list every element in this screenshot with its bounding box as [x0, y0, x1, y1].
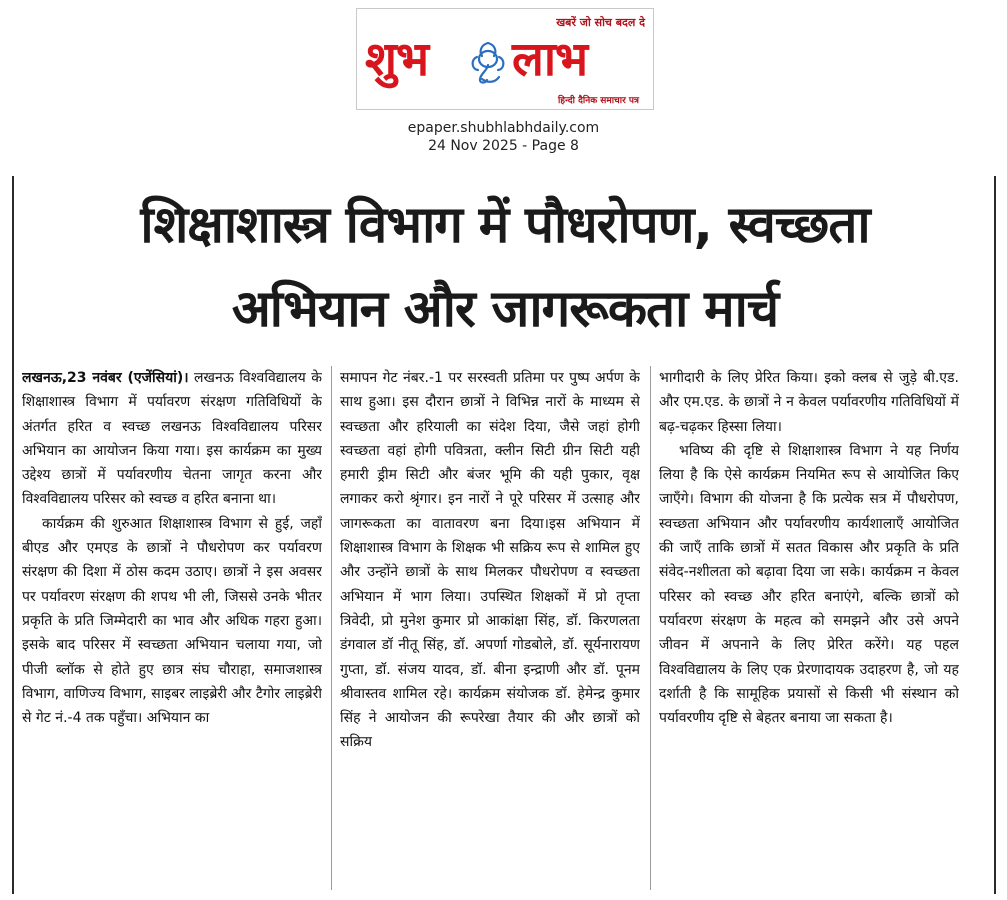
column-divider: [650, 366, 651, 890]
article-column-2: [340, 366, 640, 894]
paragraph-text: लखनऊ विश्वविद्यालय के शिक्षाशास्त्र विभाग में पर्यावरण संरक्षण गतिविधियों के अंतर्गत हरित व स्वच्छ लखनऊ विश्वविद्यालय परिसर अभियान का आयोजन किया गया। इस कार्यक्रम का मुख्य उद्देश्य छात्रों में पर्यावरणीय चेतना जागृत करना और विश्वविद्यालय परिसर को स्वच्छ व हरित बनाना था।: [22, 370, 322, 508]
article-paragraph: भागीदारी के लिए प्रेरित किया। इको क्लब से जुड़े बी.एड. और एम.एड. के छात्रों ने न केवल पर्यावरणीय गतिविधियों में बढ़-चढ़कर हिस्सा लिया।: [659, 370, 959, 435]
epaper-url: epaper.shubhlabhdaily.com: [407, 120, 600, 136]
headline-line-2: अभियान और जागरूकता मार्च: [231, 280, 779, 339]
issue-date-page: 24 Nov 2025 - Page 8: [428, 138, 579, 154]
logo-text-labh: लाभ: [512, 32, 588, 87]
ganesha-logo-icon: [467, 39, 509, 85]
epaper-source: [0, 119, 1007, 155]
masthead-tagline: खबरें जो सोच बदल दे: [556, 16, 645, 29]
article-paragraph: कार्यक्रम की शुरुआत शिक्षाशास्त्र विभाग से हुई, जहाँ बीएड और एमएड के छात्रों ने पौधरोपण कर पर्यावरण संरक्षण की दिशा में ठोस कदम उठाए। छात्रों ने इस अवसर पर पर्यावरण संरक्षण की शपथ भी ली, जिससे उनके भीतर प्रकृति के प्रति जिम्मेदारी का भाव और अधिक गहरा हुआ। इसके बाद परिसर में स्वच्छता अभियान चलाया गया, जो पीजी ब्लॉक से होते हुए छात्र संघ चौराहा, समाजशास्त्र विभाग, वाणिज्य विभाग, साइबर लाइब्रेरी और टैगोर लाइब्रेरी से गेट नं.-4 तक पहुँचा। अभियान का: [22, 515, 322, 727]
article-column-3: [659, 366, 959, 894]
newspaper-masthead: [356, 8, 654, 110]
article-column-1: [22, 366, 322, 894]
dateline: लखनऊ,23 नवंबर (एजेंसियां)।: [22, 370, 189, 386]
logo-text-shubh: शुभ: [365, 32, 429, 87]
article-paragraph: भविष्य की दृष्टि से शिक्षाशास्त्र विभाग ने यह निर्णय लिया है कि ऐसे कार्यक्रम नियमित रूप से आयोजित किए जाएँगे। विभाग की योजना है कि प्रत्येक सत्र में पौधरोपण, स्वच्छता अभियान और पर्यावरणीय कार्यशालाएँ आयोजित की जाएँ ताकि छात्रों में सतत विकास और प्रकृति के प्रति संवेद-नशीलता को बढ़ावा दिया जा सके। कार्यक्रम न केवल परिसर को स्वच्छ और हरित बनाएंगे, बल्कि छात्रों को पर्यावरण संरक्षण के महत्व को समझने और उसे अपने जीवन में अपनाने के लिए प्रेरित करेंगे। यह पहल विश्वविद्यालय के लिए एक प्रेरणादायक उदाहरण है, जो यह दर्शाती है कि सामूहिक प्रयासों से किसी भी संस्थान को पर्यावरणीय दृष्टि से बेहतर बनाया जा सकता है।: [659, 442, 959, 727]
article-headline: [22, 184, 988, 352]
headline-line-1: शिक्षाशास्त्र विभाग में पौधरोपण, स्वच्छता: [140, 196, 870, 255]
masthead-subtitle: हिन्दी दैनिक समाचार पत्र: [557, 96, 639, 106]
article-paragraph: [22, 366, 322, 512]
column-divider: [331, 366, 332, 890]
article-paragraph: समापन गेट नंबर.-1 पर सरस्वती प्रतिमा पर पुष्प अर्पण के साथ हुआ। इस दौरान छात्रों ने विभिन्न नारों के माध्यम से स्वच्छता और हरियाली का संदेश दिया, जैसे जहां होगी स्वच्छता वहां होगी पवित्रता, क्लीन सिटी ग्रीन सिटी यही हमारी ड्रीम सिटी और बंजर भूमि की यही पुकार, वृक्ष लगाकर करो श्रृंगार। इन नारों ने पूरे परिसर में उत्साह और जागरूकता का वातावरण बना दिया।इस अभियान में शिक्षाशास्त्र विभाग के शिक्षक भी सक्रिय रूप से शामिल हुए और उन्होंने छात्रों के साथ मिलकर पौधरोपण व स्वच्छता अभियान में भाग लिया। उपस्थित शिक्षकों में प्रो तृप्ता त्रिवेदी, प्रो मुनेश कुमार प्रो आकांक्षा सिंह, डॉ. किरणलता डंगवाल डॉ नीतू सिंह, डॉ. अपर्णा गोडबोले, डॉ. सूर्यनारायण गुप्ता, डॉ. संजय यादव, डॉ. बीना इन्द्राणी और डॉ. पूनम श्रीवास्तव शामिल रहे। कार्यक्रम संयोजक डॉ. हेमेन्द्र कुमार सिंह ने आयोजन की रूपरेखा तैयार की और छात्रों को सक्रिय: [340, 370, 640, 751]
